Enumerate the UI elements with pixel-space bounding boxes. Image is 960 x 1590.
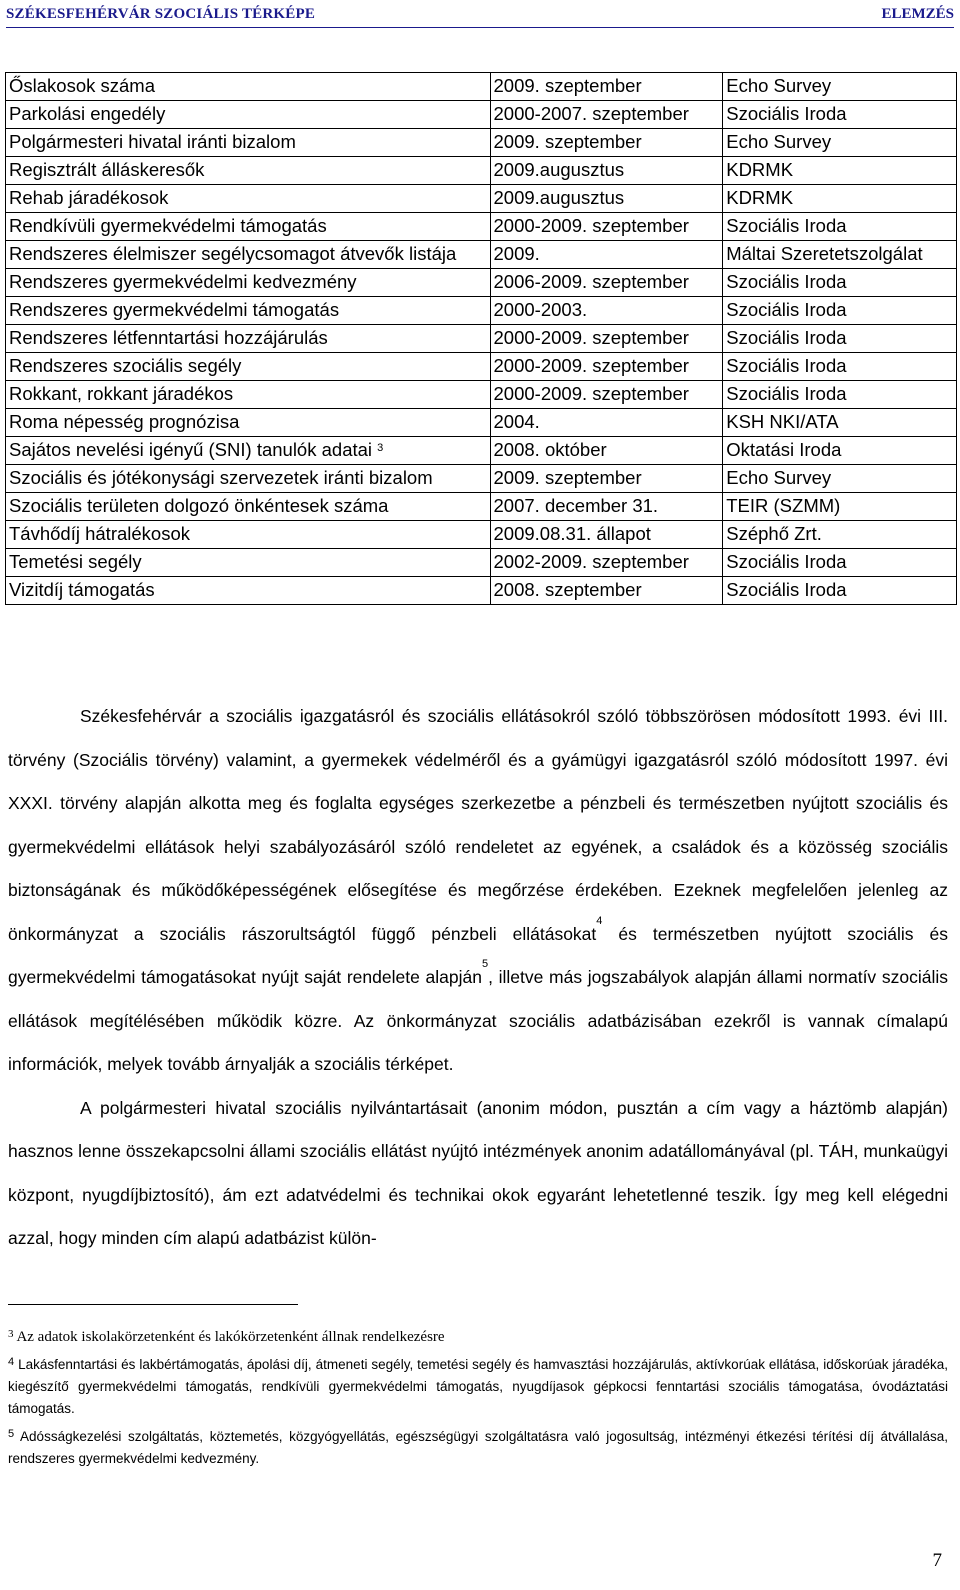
body-text [8, 695, 948, 1261]
table-row [6, 381, 957, 409]
data-name-cell [6, 493, 491, 521]
data-period-cell [490, 437, 723, 465]
cell-text: Roma népesség prognózisa [9, 411, 240, 432]
cell-text: Temetési segély [9, 551, 142, 572]
data-source-cell [723, 353, 957, 381]
footnote-ref-5: 5 [481, 958, 489, 970]
data-name-cell [6, 381, 491, 409]
data-period-cell [490, 269, 723, 297]
cell-text: Polgármesteri hivatal iránti bizalom [9, 131, 296, 152]
data-period-cell [490, 465, 723, 493]
cell-text: Rendszeres gyermekvédelmi kedvezmény [9, 271, 357, 292]
footnote-ref-3: 3 [377, 442, 384, 454]
cell-text: KSH NKI/ATA [726, 411, 839, 432]
data-source-cell [723, 241, 957, 269]
cell-text: 2000-2009. szeptember [493, 383, 689, 404]
cell-text: Echo Survey [726, 131, 832, 152]
table-row [6, 437, 957, 465]
data-source-cell [723, 101, 957, 129]
data-name-cell [6, 409, 491, 437]
data-name-cell [6, 73, 491, 101]
data-period-cell [490, 297, 723, 325]
data-source-cell [723, 213, 957, 241]
data-period-cell [490, 101, 723, 129]
cell-text: Szociális Iroda [726, 383, 847, 404]
data-source-cell [723, 577, 957, 605]
cell-text: Széphő Zrt. [726, 523, 822, 544]
paragraph-2: A polgármesteri hivatal szociális nyilvántartásait (anonim módon, pusztán a cím vagy a háztömb alapján) hasznos lenne összekapcsolni állami szociális ellátást nyújtó intézmények anonim adatállományával (pl. TÁH, munkaügyi központ, nyugdíjbiztosító), ám ezt adatvédelmi és technikai okok egyaránt lehetetlenné teszik. Így meg kell elégedni azzal, hogy minden cím alapú adatbázist külön- [8, 1097, 948, 1248]
footnote-separator [8, 1304, 298, 1305]
cell-text: Szociális és jótékonysági szervezetek iránti bizalom [9, 467, 433, 488]
cell-text: Távhődíj hátralékosok [9, 523, 190, 544]
cell-text: Echo Survey [726, 75, 832, 96]
data-name-cell [6, 185, 491, 213]
cell-text: 2008. október [493, 439, 607, 460]
cell-text: Szociális Iroda [726, 215, 847, 236]
data-name-cell [6, 437, 491, 465]
data-name-cell [6, 577, 491, 605]
data-period-cell [490, 577, 723, 605]
table-row [6, 213, 957, 241]
cell-text: Rendszeres élelmiszer segélycsomagot átvevők listája [9, 243, 457, 264]
header-rule [6, 27, 954, 28]
table-row [6, 297, 957, 325]
paragraph-1-part-a: Székesfehérvár a szociális igazgatásról és szociális ellátásokról szóló többszörösen módosított 1993. évi III. törvény (Szociális törvény) valamint, a gyermekek védelméről és a gyámügyi igazgatásról szóló módosított 1997. évi XXXI. törvény alapján alkotta meg és foglalta egységes szerkezetbe a pénzbeli és természetben nyújtott szociális és gyermekvédelmi ellátások helyi szabályozásáról szóló rendeletet az egyének, a családok és a közösség szociális biztonságának és működőképességének elősegítése és megőrzése érdekében. Ezeknek megfelelően jelenleg az önkormányzat a szociális rászorultságtól függő pénzbeli ellátásokat [8, 706, 948, 944]
data-period-cell [490, 241, 723, 269]
data-period-cell [490, 549, 723, 577]
cell-text: Szociális Iroda [726, 551, 847, 572]
data-period-cell [490, 157, 723, 185]
data-source-cell [723, 325, 957, 353]
data-source-cell [723, 493, 957, 521]
header-section: ELEMZÉS [881, 6, 954, 22]
data-source-cell [723, 157, 957, 185]
paragraph-1 [8, 695, 948, 1087]
data-name-cell [6, 213, 491, 241]
data-name-cell [6, 549, 491, 577]
cell-text: Rendszeres szociális segély [9, 355, 242, 376]
table-row [6, 101, 957, 129]
data-source-cell [723, 269, 957, 297]
cell-text: 2000-2009. szeptember [493, 355, 689, 376]
data-source-cell [723, 73, 957, 101]
cell-text: 2009. szeptember [493, 467, 642, 488]
cell-text: Szociális Iroda [726, 579, 847, 600]
cell-text: Őslakosok száma [9, 75, 155, 96]
page-number: 7 [932, 1550, 942, 1571]
cell-text: 2000-2009. szeptember [493, 215, 689, 236]
data-period-cell [490, 213, 723, 241]
footnote-number: 3 [8, 1328, 14, 1340]
table-row [6, 157, 957, 185]
cell-text: 2004. [493, 411, 540, 432]
footnote-text: Lakásfenntartási és lakbértámogatás, ápolási díj, átmeneti segély, temetési segély és hamvasztási hozzájárulás, aktívkorúak ellátása, időskorúak járadéka, kiegészítő gyermekvédelmi támogatás, rendkívüli gyermekvédelmi támogatás, nyugdíjasok gépkocsi fenntartási szociális támogatása, óvodáztatási támogatás. [8, 1357, 948, 1416]
table-row [6, 353, 957, 381]
footnotes [8, 1326, 948, 1476]
data-name-cell [6, 101, 491, 129]
cell-text: 2000-2007. szeptember [493, 103, 689, 124]
footnote-text: Az adatok iskolakörzetenként és lakókörzetenként állnak rendelkezésre [16, 1329, 445, 1345]
table-row [6, 185, 957, 213]
cell-text: 2009. [493, 243, 540, 264]
cell-text: Oktatási Iroda [726, 439, 842, 460]
data-source-cell [723, 409, 957, 437]
cell-text: Szociális Iroda [726, 327, 847, 348]
data-period-cell [490, 353, 723, 381]
data-period-cell [490, 521, 723, 549]
cell-text: 2000-2003. [493, 299, 588, 320]
data-source-cell [723, 297, 957, 325]
cell-text: Sajátos nevelési igényű (SNI) tanulók adatai [9, 439, 373, 460]
table-row [6, 73, 957, 101]
table-row [6, 549, 957, 577]
data-period-cell [490, 409, 723, 437]
data-sources-table [5, 72, 957, 605]
data-source-cell [723, 185, 957, 213]
data-source-cell [723, 129, 957, 157]
data-name-cell [6, 521, 491, 549]
data-period-cell [490, 185, 723, 213]
table-row [6, 325, 957, 353]
footnote-3 [8, 1326, 948, 1348]
data-name-cell [6, 157, 491, 185]
data-name-cell [6, 297, 491, 325]
table-row [6, 269, 957, 297]
data-name-cell [6, 353, 491, 381]
data-source-cell [723, 437, 957, 465]
cell-text: Rendszeres gyermekvédelmi támogatás [9, 299, 340, 320]
cell-text: Vizitdíj támogatás [9, 579, 155, 600]
cell-text: 2009.08.31. állapot [493, 523, 651, 544]
cell-text: 2009.augusztus [493, 187, 625, 208]
cell-text: Rehab járadékosok [9, 187, 169, 208]
cell-text: Regisztrált álláskeresők [9, 159, 205, 180]
table-row [6, 521, 957, 549]
cell-text: Máltai Szeretetszolgálat [726, 243, 923, 264]
cell-text: Parkolási engedély [9, 103, 166, 124]
cell-text: KDRMK [726, 187, 794, 208]
footnote-5 [8, 1426, 948, 1470]
cell-text: Szociális területen dolgozó önkéntesek száma [9, 495, 389, 516]
table-row [6, 241, 957, 269]
cell-text: 2009.augusztus [493, 159, 625, 180]
cell-text: 2000-2009. szeptember [493, 327, 689, 348]
footnote-ref-4: 4 [596, 914, 603, 927]
table-row [6, 493, 957, 521]
data-source-cell [723, 465, 957, 493]
footnote-4 [8, 1354, 948, 1420]
table-row [6, 465, 957, 493]
data-period-cell [490, 325, 723, 353]
cell-text: 2009. szeptember [493, 131, 642, 152]
header-title: SZÉKESFEHÉRVÁR SZOCIÁLIS TÉRKÉPE [6, 6, 316, 22]
cell-text: TEIR (SZMM) [726, 495, 841, 516]
data-name-cell [6, 269, 491, 297]
paragraph-1-part-c: , illetve más jogszabályok alapján állami normatív szociális ellátások megítélésében működik közre. Az önkormányzat szociális adatbázisában ezekről is vannak címalapú információk, melyek tovább árnyalják a szociális térképet. [8, 967, 948, 1074]
cell-text: 2006-2009. szeptember [493, 271, 689, 292]
cell-text: Szociális Iroda [726, 103, 847, 124]
table-row [6, 577, 957, 605]
data-period-cell [490, 381, 723, 409]
data-period-cell [490, 73, 723, 101]
cell-text: 2009. szeptember [493, 75, 642, 96]
page-header [6, 4, 954, 26]
cell-text: KDRMK [726, 159, 794, 180]
cell-text: Szociális Iroda [726, 299, 847, 320]
cell-text: Rendkívüli gyermekvédelmi támogatás [9, 215, 327, 236]
data-name-cell [6, 241, 491, 269]
footnote-text: Adósságkezelési szolgáltatás, köztemetés, közgyógyellátás, egészségügyi szolgáltatásra való jogosultság, intézményi étkezési térítési díj átvállalása, rendszeres gyermekvédelmi kedvezmény. [8, 1429, 948, 1466]
cell-text: Rokkant, rokkant járadékos [9, 383, 234, 404]
data-name-cell [6, 465, 491, 493]
data-name-cell [6, 325, 491, 353]
cell-text: 2002-2009. szeptember [493, 551, 689, 572]
cell-text: 2007. december 31. [493, 495, 659, 516]
data-source-cell [723, 549, 957, 577]
table-row [6, 129, 957, 157]
paragraph-1-part-b: és természetben nyújtott szociális és gyermekvédelmi támogatásokat nyújt saját rendelete alapján [8, 923, 948, 987]
cell-text: 2008. szeptember [493, 579, 642, 600]
data-source-cell [723, 521, 957, 549]
cell-text: Szociális Iroda [726, 271, 847, 292]
table-row [6, 409, 957, 437]
data-period-cell [490, 493, 723, 521]
data-period-cell [490, 129, 723, 157]
data-name-cell [6, 129, 491, 157]
data-source-cell [723, 381, 957, 409]
footnote-number: 4 [8, 1356, 15, 1368]
cell-text: Rendszeres létfenntartási hozzájárulás [9, 327, 328, 348]
cell-text: Echo Survey [726, 467, 832, 488]
footnote-number: 5 [8, 1428, 15, 1440]
cell-text: Szociális Iroda [726, 355, 847, 376]
